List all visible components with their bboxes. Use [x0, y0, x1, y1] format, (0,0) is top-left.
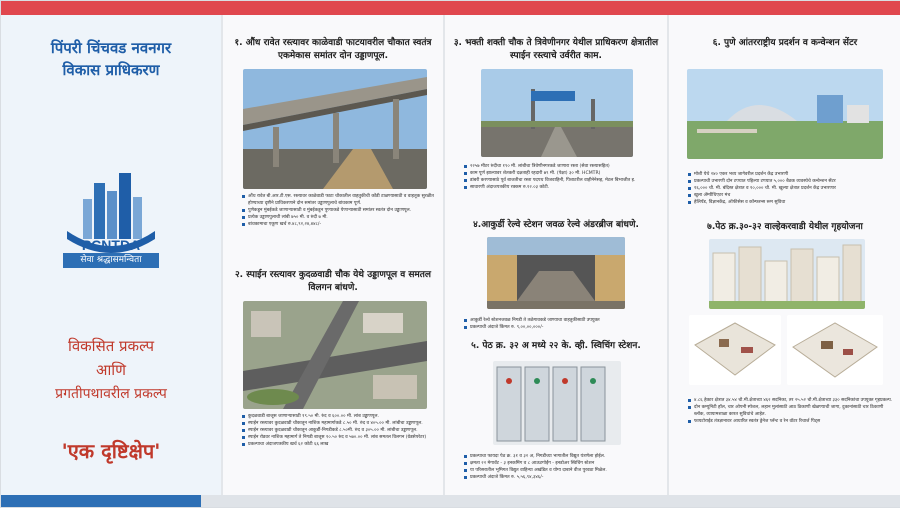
junction-render-photo — [243, 301, 427, 409]
list-item: साधारणी अंदाजपत्रकीय रक्कम रु.१२.०३ कोटी. — [463, 184, 661, 191]
list-item: आकुर्डी रेल्वे स्टेशनजवळ निगडी ते तळेगावकडे जाण्याचा वाहतुकीसाठी उपयुक्त — [463, 317, 661, 324]
list-item: काम पूर्ण झाल्यावर शेतकरी दक्षताही रहदारी ७९ मी. (पेक्षा) ३० मी. HCMTR) — [463, 170, 661, 177]
heading-line1: विकसित प्रकल्प — [67, 337, 155, 355]
list-item: पुणेकडून मुंबईकडे जाणाऱ्यासाठी व मुंबईकडून पुण्याकडे येणाऱ्यासाठी समांतर स्वतंत्र दोन उड्डाणपूल. — [241, 207, 437, 214]
heading-line2: आणि — [95, 361, 127, 379]
list-item: २२५७ मीटर रुंदीचा १९० मी. लांबीचा त्रिवेणीनगरकडे जाणारा रस्ता (सेवा रस्त्यासहित) — [463, 163, 661, 170]
list-item: बांधकामाचा एकूण खर्च रु.४८,९२,२४,४४८/- — [241, 221, 437, 228]
section-2-bullets — [241, 413, 437, 448]
panel-projects-1-2 — [223, 15, 443, 495]
section-3-bullets — [463, 163, 661, 191]
slogan: 'एक दृष्टिक्षेप' — [61, 439, 161, 463]
list-item: स्पाईन रस्त्यावर कुदळवाडी चौकातून नाशिक महामार्गाकडे ८.५० मी. रुंद व ४०५.०० मी. लांबीचा उड्डाणपूल. — [241, 420, 437, 427]
heading-line3: प्रगतीपथावरील प्रकल्प — [55, 386, 167, 402]
list-item: औंध रावेत बी.आर.टी.एस. रस्त्यावर काळेवाडी फाटा चौकातील वाहतुकीची कोंडी टाळण्यासाठी व वाहतूक सुरळीत होण्याच्या दृष्टीने प्राधिकरणाने दोन समांतर उड्डाणपुलाचे बांधकाम पूर्ण. — [241, 193, 437, 207]
section-heading-5: ५. पेठ क्र. ३२ अ मध्ये २२ के. व्ही. स्विचिंग स्टेशन. — [471, 341, 641, 351]
panel-projects-3-5 — [445, 15, 667, 495]
list-item: या परिसरातील भूमिगत विद्युत वाहिन्या अखंडित व योग्य दाबाने वीज पुरवठा मिळेल. — [463, 467, 661, 474]
list-item: क्षमता २२ मेगावॅट - ३ इनकमिंग व ८ आऊटगोईंग - इनडोअर स्विचिंग स्टेशन — [463, 460, 661, 467]
list-item: १६,००० चौ. मी. बंदिस्त क्षेत्रात व १०,००० चौ. मी. खुल्या क्षेत्रात प्रदर्शन केंद्र उभारणार — [687, 185, 895, 192]
list-item: प्रकल्पाची उभारणी दोन टप्प्यात पहिल्या टप्प्यात ५,००० बैठक व्यवस्थेचे कन्वेन्शन सेंटर — [687, 178, 895, 185]
floor-plan-render-2 — [787, 315, 883, 385]
list-item: स्पाईन रोडवर नाशिक महामार्ग ते निगडी बाजूस १०.५० रुंद व ५७०.०० मी. लांब समतल विलगन (ग्रेडसेपरेटर) — [241, 434, 437, 441]
section-7-bullets — [687, 397, 895, 425]
flyover-photo — [243, 69, 427, 189]
list-item: प्रकल्पाचा अंदाजपत्रकीय खर्च ६२ कोटी ६६ लाख — [241, 441, 437, 448]
bottom-band — [1, 495, 900, 507]
section-heading-3: ३. भक्ती शक्ती चौक ते त्रिवेणीनगर येथील प्राधिकरण क्षेत्रातील स्पाईन रस्त्याचे उर्वरीत काम. — [453, 38, 659, 61]
panel-projects-6-7 — [669, 15, 900, 495]
list-item: स्पाईन रस्त्यावर कुदळवाडी चौकातून आकुर्डी-निगडीकडे ८.५०मी. रुंद व ३०५.०० मी. लांबीचा उड्डाणपूल. — [241, 427, 437, 434]
org-name-line1: पिंपरी चिंचवड नवनगर — [50, 39, 172, 57]
list-item: हेलिपॅड, विज्ञानकेंद्र, ऑफीसेस व कॉन्फरन्स रूम सुविधा — [687, 199, 895, 206]
floor-plan-render-1 — [689, 315, 781, 385]
list-item: प्रकल्पाची अंदाजे किंमत रु. ९,००,००,०००/- — [463, 324, 661, 331]
section-heading-2: २. स्पाईन रस्त्यावर कुदळवाडी चौक येथे उड्डाणपूल व समतल विलगन बांधणे. — [234, 270, 432, 293]
section-5-bullets — [463, 453, 661, 481]
section-heading-4: ४.आकुर्डी रेल्वे स्टेशन जवळ रेल्वे अंडरब्रीज बांधणे. — [473, 220, 639, 230]
list-item: फायटोराईड तंत्रज्ञानावर आधारित स्वतंत्र ड्रेनेज प्लॅन्ट व रेन वॉटर रिचार्ज पिट्स — [687, 418, 895, 425]
top-red-band — [1, 1, 900, 15]
logo-text: PCNTDA — [81, 237, 141, 253]
section-4-bullets — [463, 317, 661, 331]
section-heading-6: ६. पुणे आंतरराष्ट्रीय प्रदर्शन व कन्वेन्शन सेंटर — [712, 38, 858, 48]
list-item: प्रकल्पाची अंदाजे किंमत रु. ५,५६,९४,३४६/- — [463, 474, 661, 481]
list-item: कुदळवाडी बाजूस जाणाऱ्यासाठी १९.५० मी. रुंद व ६००.०० मी. लांब उड्डाणपूल. — [241, 413, 437, 420]
list-item: ४.८६ हेक्टर क्षेत्रात ३४.५४ चौ.मी.क्षेत्राच्या ४६२ सदनिका, तर २५.५२ चौ.मी.क्षेत्राच्या ३३० सदनिकांचा उपयुक्त गृहप्रकल्प. — [687, 397, 895, 404]
section-heading-7: ७.पेठ क्र.३०-३२ वाल्हेकरवाडी येथील गृहयोजना — [707, 222, 863, 232]
section-1-bullets — [241, 193, 437, 228]
convention-centre-render — [687, 69, 883, 159]
list-item: प्रकल्पाचा फायदा पेठ क्र. ३१ व ३२ अ, निगडीच्या भागातील विद्युत यंत्रणेला होईल. — [463, 453, 661, 460]
section-heading-1: १. औंध रावेत रस्त्यावर काळेवाडी फाटयावरील चौकात स्वतंत्र एकमेकास समांतर दोन उड्डाणपूल. — [234, 38, 432, 61]
housing-render — [709, 239, 865, 309]
cover-panel — [1, 15, 221, 495]
bottom-blue-accent — [1, 495, 201, 507]
list-item: मोशी येथे २४० एकर भव्य जागेवरील प्रदर्शन केंद्र उभारणी — [687, 171, 895, 178]
switching-station-photo — [493, 361, 621, 445]
underbridge-photo — [487, 237, 625, 309]
org-name-line2: विकास प्राधिकरण — [62, 61, 160, 79]
list-item: प्रत्येक उड्डाणपुलाची लांबी ७५० मी. व रुंदी ७ मी. — [241, 214, 437, 221]
list-item: दोन कम्युनिटी हॉल, चार ओपनी स्पेशल, लहान मुलांसाठी आठ ठिकाणी खेळण्याची जागा, दुकानांसाठी चार ठिकाणी ब्लॉक, व्यायामशाळा कारत सुविधांचे आहेत. — [687, 404, 895, 418]
tagline: सेवा श्रद्धासमन्विता — [63, 253, 159, 268]
list-item: डांबरी करण्यासाठे पूर्व बाजतीचा रस्ता पदपथ विजवाहिनी, पिशाटरील वाहीनेनेसह, मेटल बिभाजीत इ. — [463, 177, 661, 184]
section-6-bullets — [687, 171, 895, 206]
spine-road-photo — [481, 69, 633, 157]
list-item: खुला अ‍ॅम्पीथिएटर मंच — [687, 192, 895, 199]
